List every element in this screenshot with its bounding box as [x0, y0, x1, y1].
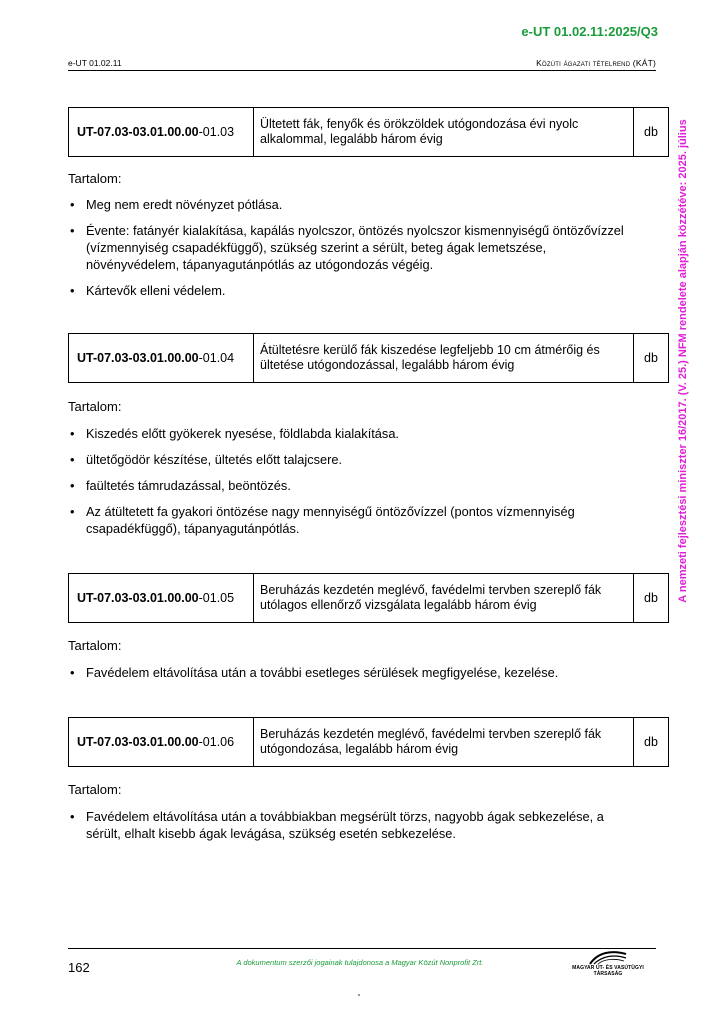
item-description: Beruházás kezdetén meglévő, favédelmi tervben szereplő fák utógondozása, legalább három évig	[254, 718, 634, 767]
item-row	[69, 574, 669, 623]
road-swoosh-icon	[588, 950, 628, 966]
list-item: • faültetés támrudazással, beöntözés.	[68, 477, 638, 494]
side-note-text: A nemzeti fejlesztési miniszter 16/2017. (V. 25.) NFM rendelete alapján közzétéve: 2025. július	[677, 119, 689, 603]
item-row	[69, 718, 669, 767]
item-table-01-03	[68, 107, 669, 157]
item-code: UT-07.03-03.01.00.00-01.06	[69, 718, 254, 767]
item-unit: db	[634, 334, 669, 383]
item-code: UT-07.03-03.01.00.00-01.04	[69, 334, 254, 383]
item-table-01-06	[68, 717, 669, 767]
item-unit: db	[634, 718, 669, 767]
list-item: • Kártevők elleni védelem.	[68, 282, 638, 299]
item-description: Ültetett fák, fenyők és örökzöldek utógondozása évi nyolc alkalommal, legalább három évig	[254, 108, 634, 157]
content-label: Tartalom:	[68, 171, 122, 186]
content-list	[68, 196, 638, 308]
society-logo	[560, 950, 656, 977]
item-row	[69, 108, 669, 157]
content-label: Tartalom:	[68, 399, 122, 414]
item-table-01-05	[68, 573, 669, 623]
content-label: Tartalom:	[68, 782, 122, 797]
header-left: e-UT 01.02.11	[68, 58, 122, 68]
item-row	[69, 334, 669, 383]
item-description: Beruházás kezdetén meglévő, favédelmi tervben szereplő fák utólagos ellenőrző vizsgálata legalább három évig	[254, 574, 634, 623]
list-item: • Meg nem eredt növényzet pótlása.	[68, 196, 638, 213]
item-code: UT-07.03-03.01.00.00-01.05	[69, 574, 254, 623]
list-item: • ültetőgödör készítése, ültetés előtt talajcsere.	[68, 451, 638, 468]
page-number: 162	[68, 960, 90, 975]
list-item: • Favédelem eltávolítása után a továbbiakban megsérült törzs, nagyobb ágak sebkezelése, a sérült, elhalt kisebb ágak levágása, szükség esetén sebkezelése.	[68, 808, 638, 842]
logo-text: MAGYAR ÚT- ÉS VASÚTÜGYI TÁRSASÁG	[572, 965, 644, 977]
document-code-title: e-UT 01.02.11:2025/Q3	[521, 24, 658, 39]
list-item: • Favédelem eltávolítása után a további esetleges sérülések megfigyelése, kezelése.	[68, 664, 638, 681]
item-unit: db	[634, 574, 669, 623]
copyright-note: A dokumentum szerzői jogainak tulajdonosa a Magyar Közút Nonprofit Zrt.	[236, 958, 484, 967]
list-item: • Évente: fatányér kialakítása, kapálás nyolcszor, öntözés nyolcszor kismennyiségű öntözővízzel (vízmennyiség csapadékfüggő), szükség szerint a sérült, beteg ágak lemetszése, növényvédelem, tápanyagutánpótlás az utógondozás végéig.	[68, 222, 638, 273]
content-list	[68, 808, 638, 851]
item-unit: db	[634, 108, 669, 157]
header-right: Közúti ágazati tételrend (KÁT)	[536, 58, 656, 68]
item-description: Átültetésre kerülő fák kiszedése legfeljebb 10 cm átmérőig és ültetése utógondozással, legalább három évig	[254, 334, 634, 383]
side-note	[672, 94, 694, 628]
stray-dot	[358, 994, 360, 996]
content-label: Tartalom:	[68, 638, 122, 653]
content-list	[68, 425, 638, 546]
content-list	[68, 664, 638, 690]
list-item: • Kiszedés előtt gyökerek nyesése, földlabda kialakítása.	[68, 425, 638, 442]
running-header	[68, 58, 656, 71]
footer-rule	[68, 948, 656, 949]
item-code: UT-07.03-03.01.00.00-01.03	[69, 108, 254, 157]
list-item: • Az átültetett fa gyakori öntözése nagy mennyiségű öntözővízzel (pontos vízmennyiség csapadékfüggő), tápanyagutánpótlás.	[68, 503, 638, 537]
item-table-01-04	[68, 333, 669, 383]
